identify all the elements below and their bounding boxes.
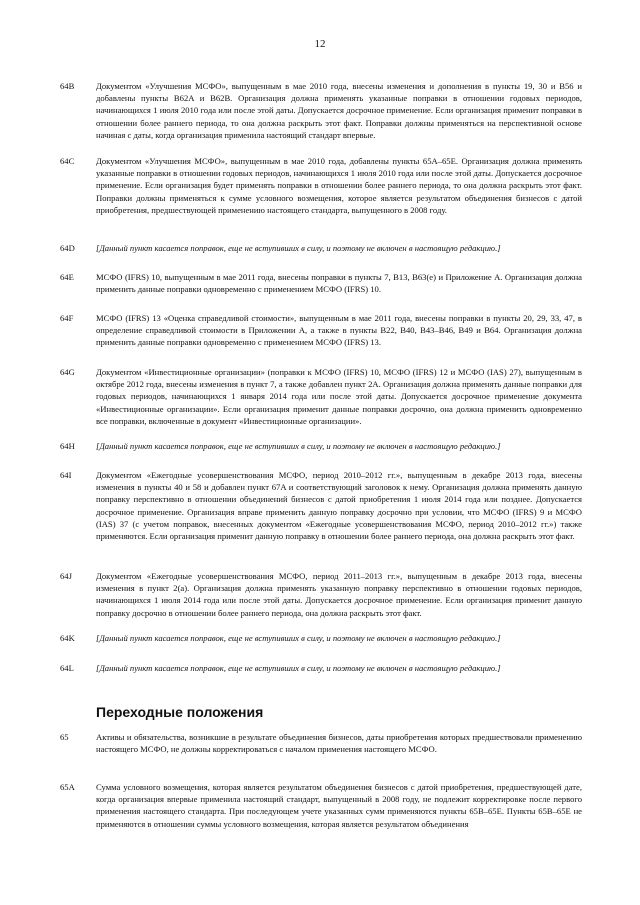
paragraph-text: Сумма условного возмещения, которая является результатом объединения бизнесов с датой приобретения, предшествующей дате, когда организация впервые применила настоящий стандарт, выпущенный в 2008 году, не подлежит корректировке после первого применения настоящего стандарта. При последующем учете указанных сумм применяются пункты 65B–65E. Пункты 65B–65E не применяются в отношении суммы условного возмещения, которая является результатом объединения	[96, 782, 582, 829]
page-number: 12	[314, 38, 326, 50]
paragraph-number: 64B	[60, 81, 75, 91]
paragraph-64e	[60, 271, 582, 295]
paragraph-64k	[60, 632, 582, 644]
paragraph-text: Документом «Ежегодные усовершенствования МСФО, период 2011–2013 гг.», выпущенным в декабре 2013 года, внесены изменения в пункт 2(a). Организация должна применять указанную поправку перспективно в отношении годовых периодов, начинающихся 1 июля 2014 года или после этой даты. Допускается досрочное применение. Если организация применит данную поправку досрочно в отношении более раннего периода, она должна раскрыть этот факт.	[96, 571, 582, 618]
paragraph-text: Активы и обязательства, возникшие в результате объединения бизнесов, даты приобретения которых предшествовали применению настоящего МСФО, не должны корректироваться с началом применения настоящего МСФО.	[96, 732, 582, 755]
paragraph-text: [Данный пункт касается поправок, еще не вступивших в силу, и поэтому не включен в настоящую редакцию.]	[96, 243, 501, 253]
paragraph-number: 64C	[60, 156, 75, 166]
paragraph-64j	[60, 570, 582, 619]
paragraph-text: Документом «Ежегодные усовершенствования МСФО, период 2010–2012 гг.», выпущенным в декабре 2013 года, внесены изменения в пункты 40 и 58 и добавлен пункт 67A и соответствующий заголовок к нему. Организация должна применять данную поправку перспективно в отношении объединений бизнесов с датой приобретения 1 июля 2014 года или позднее. Допускается досрочное применение. Организация вправе применить данную поправку досрочно при условии, что МСФО (IFRS) 9 и МСФО (IAS) 37 (с учетом поправок, внесенных документом «Ежегодные усовершенствования МСФО, период 2010–2012 гг.») также применяются. Если организация применит данную поправку в отношении более раннего периода, она должна раскрыть этот факт.	[96, 470, 582, 542]
paragraph-text: МСФО (IFRS) 10, выпущенным в мае 2011 года, внесены поправки в пункты 7, B13, B63(e) и Приложение A. Организация должна применить данные поправки одновременно с применением МСФО (IFRS) 10.	[96, 272, 582, 295]
paragraph-64c	[60, 155, 582, 216]
paragraph-64l	[60, 662, 582, 674]
section-heading: Переходные положения	[96, 704, 264, 720]
paragraph-text: Документом «Улучшения МСФО», выпущенным в мае 2010 года, добавлены пункты 65A–65E. Организация должна применять указанные поправки в отношении годовых периодов, начинающихся 1 июля 2010 года или после этой даты. Допускается досрочное применение. Если организация будет применять поправки в отношении более раннего периода, то она должна раскрыть этот факт. Поправки должны применяться к сумме условного возмещения, которое является результатом объединения бизнесов с датой приобретения, предшествующей применению настоящего стандарта, выпущенного в 2008 году.	[96, 156, 582, 215]
paragraph-number: 64I	[60, 470, 72, 480]
paragraph-number: 65A	[60, 782, 75, 792]
paragraph-64d	[60, 242, 582, 254]
paragraph-text: [Данный пункт касается поправок, еще не вступивших в силу, и поэтому не включен в настоящую редакцию.]	[96, 441, 501, 451]
paragraph-number: 64G	[60, 367, 75, 377]
paragraph-text: Документом «Улучшения МСФО», выпущенным в мае 2010 года, внесены изменения и дополнения в пункты 19, 30 и B56 и добавлены пункты B62A и B62B. Организация должна применять указанные поправки в отношении годовых периодов, начинающихся 1 июля 2010 года или после этой даты. Допускается досрочное применение. Если организация применит поправки в отношении более раннего периода, то она должна раскрыть этот факт. Поправки должны применяться на перспективной основе начиная с даты, когда организация применила настоящий стандарт впервые.	[96, 81, 582, 140]
paragraph-64f	[60, 312, 582, 349]
paragraph-number: 64H	[60, 441, 75, 451]
paragraph-number: 64F	[60, 313, 74, 323]
paragraph-text: [Данный пункт касается поправок, еще не вступивших в силу, и поэтому не включен в настоящую редакцию.]	[96, 633, 501, 643]
paragraph-text: МСФО (IFRS) 13 «Оценка справедливой стоимости», выпущенным в мае 2011 года, внесены поправки в пункты 20, 29, 33, 47, в определение справедливой стоимости в Приложении A, а также в пункты B22, B40, B43–B46, B49 и B64. Организация должна применить данные поправки одновременно с применением МСФО (IFRS) 13.	[96, 313, 582, 348]
paragraph-text: Документом «Инвестиционные организации» (поправки к МСФО (IFRS) 10, МСФО (IFRS) 12 и МСФО (IAS) 27), выпущенным в октябре 2012 года, внесены изменения в пункт 7, а также добавлен пункт 2A. Организация должна применять данные поправки для годовых периодов, начинающихся 1 января 2014 года или после этой даты. Допускается досрочное применение документа «Инвестиционные организации». Если организация применит данные поправки досрочно, она должна применить одновременно все поправки, включенные в документ «Инвестиционные организации».	[96, 367, 582, 426]
paragraph-text: [Данный пункт касается поправок, еще не вступивших в силу, и поэтому не включен в настоящую редакцию.]	[96, 663, 501, 673]
paragraph-65a	[60, 781, 582, 830]
paragraph-65	[60, 731, 582, 755]
paragraph-number: 64J	[60, 571, 72, 581]
paragraph-64b	[60, 80, 582, 141]
paragraph-64g	[60, 366, 582, 427]
paragraph-number: 65	[60, 732, 69, 742]
paragraph-number: 64K	[60, 633, 75, 643]
paragraph-number: 64E	[60, 272, 74, 282]
paragraph-64h	[60, 440, 582, 452]
paragraph-number: 64D	[60, 243, 75, 253]
paragraph-number: 64L	[60, 663, 74, 673]
paragraph-64i	[60, 469, 582, 542]
